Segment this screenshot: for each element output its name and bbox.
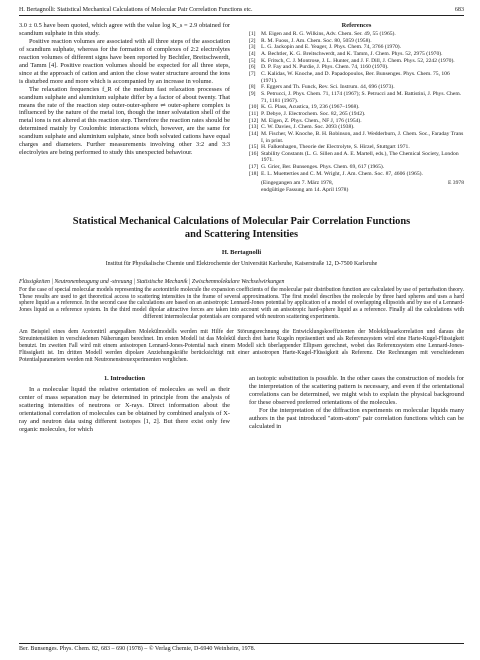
paragraph-stability-value: 3.0 ± 0.5 have been quoted, which agree with the value log K_s = 2.9 obtained for scandium sulphate in this study. xyxy=(19,22,230,37)
received-date: (Eingegangen am 7. März 1978, xyxy=(261,180,334,187)
references-column xyxy=(249,22,464,194)
reference-text: R. M. Fuoss, J. Am. Chem. Soc. 80, 5059 (1958). xyxy=(261,37,372,44)
reference-number: [5] xyxy=(249,57,256,64)
reference-number: [17] xyxy=(249,164,259,171)
reference-number: [1] xyxy=(249,31,256,37)
reference-number: [11] xyxy=(249,110,259,117)
article-author: H. Bertagnolli xyxy=(221,249,262,257)
reference-text: G. Grier, Ber. Bunsenges. Phys. Chem. 69, 617 (1965). xyxy=(261,164,385,171)
manuscript-code: E 3978 xyxy=(447,180,464,187)
abstract-german: Am Beispiel eines dem Acetonitril angepaßten Molekülmodells werden mit Hilfe der Störungsrechnung die Entwicklungskoeffizienten der Molekülpaarkorrelation und daraus die Streuintensitäten in verschiedenen Näherungen berechnet. Im ersten Modell ist das Molekül durch drei harte Kugeln repräsentiert und als Referenzsystem wird eine Harte-Kugel-Flüssigkeit benutzt. Im zweiten Fall wird mit einem anisotropen Lennard-Jones-Potential nach einem Modell sich überlappender Ellipsen gerechnet, wobei das Referenzsystem eine Lennard-Jones-Flüssigkeit ist. Im dritten Modell werden dipolare Anziehungskräfte berücksichtigt mit einer anisotropen Harte-Kugel-Flüssigkeit als Referenz. Die Rechnungen mit verschiedenen Potentialparametern werden mit Neutronenstreuexperimenten verglichen. xyxy=(19,329,464,363)
reference-number: [18] xyxy=(249,170,259,177)
section-heading: 1. Introduction xyxy=(103,374,146,382)
reference-number: [6] xyxy=(249,64,256,71)
reference-text: E. L. Muetterties and C. M. Wright, J. Am. Chem. Soc. 87, 4606 (1965). xyxy=(261,170,423,177)
reference-number: [9] xyxy=(249,90,256,97)
reference-text: M. Eigen, Z. Phys. Chem., NF J, 176 (1954). xyxy=(261,117,362,124)
reference-number: [7] xyxy=(249,70,256,77)
page-footer xyxy=(19,643,464,653)
intro-left-column xyxy=(19,375,230,435)
reference-number: [4] xyxy=(249,50,256,57)
reference-number: [14] xyxy=(249,130,259,137)
reference-text: F. Eggers and Th. Funck, Rev. Sci. Instrum. 44, 696 (1973). xyxy=(261,84,395,91)
reference-item xyxy=(249,144,464,151)
reference-text: Stability Constants (L. G. Sillen and A. E. Martell, eds.), The Chemical Society, London 1971. xyxy=(261,150,459,164)
footer-rule xyxy=(19,643,464,644)
article-title xyxy=(19,216,464,241)
header-rule xyxy=(19,15,464,16)
reference-item xyxy=(249,31,464,38)
reference-item xyxy=(249,64,464,71)
reference-text: K. G. Plass, Acustica, 19, 236 (1967–1968). xyxy=(261,104,360,111)
paragraph-relaxation-frequencies: The relaxation frequencies f_R of the medium fast relaxation processes of scandium sulphate and aluminium sulphate differ by a factor of about twenty. That means the rate of the reaction step outer-outer-sphere ⇌ outer-sphere complex is influenced by the nature of the metal ion, though the inner solvatation shell of the metal ions is not altered at this reaction step. Therefore the reaction rates should be determined mainly by Coulombic interactions which, however, are the same for scandium sulphate and aluminium sulphate, since both solvated cations have equal charges and diameters. Further measurements involving other 3:2 and 3:3 electrolytes are being performed to study this unexpected behaviour. xyxy=(19,85,230,157)
reference-text: K. Fritsch, C. J. Montrose, J. L. Hunter, and J. F. Dill, J. Chem. Phys. 52, 2242 (1970). xyxy=(261,57,455,64)
reference-item xyxy=(249,131,464,144)
abstract-english: For the case of special molecular models representing the acetonitrile molecule the expansion coefficients of the molecular pair distribution function are calculated by use of perturbation theory. These results are used to get theoretical access to scattering intensities in the frame of several approximations. The first model describes the molecule by three hard spheres and uses a hard sphere liquid as a reference. In the second case the calculations are based on an anisotropic Lennard-Jones potential by application of a model of overlapping ellipsoids and by use of a Lennard-Jones liquid as a reference system. In the third model dipolar attractive forces are taken into account with an anisotropic hard-sphere liquid as a reference. Finally all the calculations with different intermolecular potentials are compared with neutron scattering experiments. xyxy=(19,286,464,321)
reference-text: L. G. Jackopin and E. Yeager, J. Phys. Chem. 74, 3766 (1970). xyxy=(261,44,402,51)
reference-item xyxy=(249,84,464,91)
references-heading: References xyxy=(341,22,372,29)
reference-number: [15] xyxy=(249,144,259,151)
running-title: H. Bertagnolli: Statistical Mechanical Calculations of Molecular Pair Correlation Functions etc. xyxy=(19,7,253,13)
reference-text: D. P. Fay and N. Purdie, J. Phys. Chem. 74, 1160 (1970). xyxy=(261,64,389,71)
reference-number: [10] xyxy=(249,104,259,111)
author-affiliation: Institut für Physikalische Chemie und Elektrochemie der Universität Karlsruhe, Kaiserstraße 12, D-7500 Karlsruhe xyxy=(105,261,378,268)
introduction-section xyxy=(19,375,464,435)
reference-list xyxy=(249,31,464,177)
intro-paragraph: In a molecular liquid the relative orientation of molecules as well as their center of mass separation may be determined in principle from the analysis of scattering intensities of neutrons or X-rays. Direct information about the orientational correlation of molecules can be obtained by combined analysis of X-ray and neutron data using different isotopes [1, 2]. But there exist only few organic molecules, for which xyxy=(19,385,230,434)
reference-text: P. Debye, J. Electrochem. Soc. 82, 265 (1942). xyxy=(261,110,366,117)
reference-item xyxy=(249,111,464,118)
keywords-line: Flüssigkeiten | Neutronenbeugung und -streuung | Statistische Mechanik | Zwischenmolekulare Wechselwirkungen xyxy=(19,278,285,285)
intro-paragraph: For the interpretation of the diffraction experiments on molecular liquids many authors in the past introduced "atom-atom" pair correlation functions which can be calculated in xyxy=(249,407,464,431)
previous-article-continuation xyxy=(19,22,464,194)
reference-number: [8] xyxy=(249,84,256,91)
journal-citation: Ber. Bunsenges. Phys. Chem. 82, 683 – 690 (1978) – © Verlag Chemie, D-6940 Weinheim, 1978. xyxy=(19,646,256,652)
reference-item xyxy=(249,171,464,178)
reference-number: [2] xyxy=(249,37,256,44)
reference-item xyxy=(249,44,464,51)
reference-text: M. Fischer, W. Knoche, B. H. Robinson, and J. Wedderburn, J. Chem. Soc., Faraday Trans I, in print. xyxy=(261,130,464,144)
left-text-column xyxy=(19,22,230,194)
reference-item xyxy=(249,91,464,104)
intro-paragraph-continued: an isotopic substitution is possible. In the other cases the construction of models for the interpretation of the scattering pattern is necessary, and even if the orientational correlations can be determined, we might wish to explain the physical background for these observed preferred orientations of the molecules. xyxy=(249,374,464,406)
received-note xyxy=(249,180,464,194)
paragraph-reaction-volumes: Positive reaction volumes are associated with all three steps of the association of scandium sulphate, whereas for the formation of complexes of 2:2 electrolytes reaction volumes of different signs have been reported by Bechtler, Breitschwerdt, and Tamm [4]. Positive reaction volumes should be expected for all three steps, since at the approach of cation and anion the close water structure around the ions is disturbed more and more which is accompanied by an increase in volume. xyxy=(19,37,230,85)
article-title-line: Statistical Mechanical Calculations of Molecular Pair Correlation Functions xyxy=(72,216,411,228)
reference-item xyxy=(249,104,464,111)
running-header xyxy=(19,6,464,14)
intro-right-column xyxy=(249,375,464,435)
reference-number: [12] xyxy=(249,117,259,124)
article-title-line: and Scattering Intensities xyxy=(184,228,299,240)
reference-number: [3] xyxy=(249,44,256,51)
page-number: 683 xyxy=(454,7,464,13)
reference-item xyxy=(249,51,464,58)
reference-item xyxy=(249,151,464,164)
reference-text: C. W. Davies, J. Chem. Soc. 2093 (1938). xyxy=(261,124,355,131)
reference-item xyxy=(249,164,464,171)
reference-text: A. Bechtler, K. G. Breitschwerdt, and K. Tamm, J. Chem. Phys. 52, 2975 (1970). xyxy=(261,50,443,57)
reference-text: S. Petrucci, J. Phys. Chem. 71, 1174 (1967); S. Petrucci and M. Battistini, J. Phys. Chem. 71, 1181 (1967). xyxy=(261,90,462,104)
reference-item xyxy=(249,124,464,131)
final-version-date: endgültige Fassung am 14. April 1978) xyxy=(261,187,349,194)
reference-text: H. Falkenhagen, Theorie der Electrolyte, S. Hirzel, Stuttgart 1971. xyxy=(261,144,410,151)
reference-text: C. Kalidas, W. Knoche, and D. Papadopoulos, Ber. Bunsenges. Phys. Chem. 75, 106 (1971). xyxy=(261,70,450,84)
reference-item xyxy=(249,71,464,84)
reference-text: M. Eigen and R. G. Wilkins, Adv. Chem. Ser. 49, 55 (1965). xyxy=(261,31,396,37)
reference-number: [16] xyxy=(249,150,259,157)
reference-number: [13] xyxy=(249,124,259,131)
